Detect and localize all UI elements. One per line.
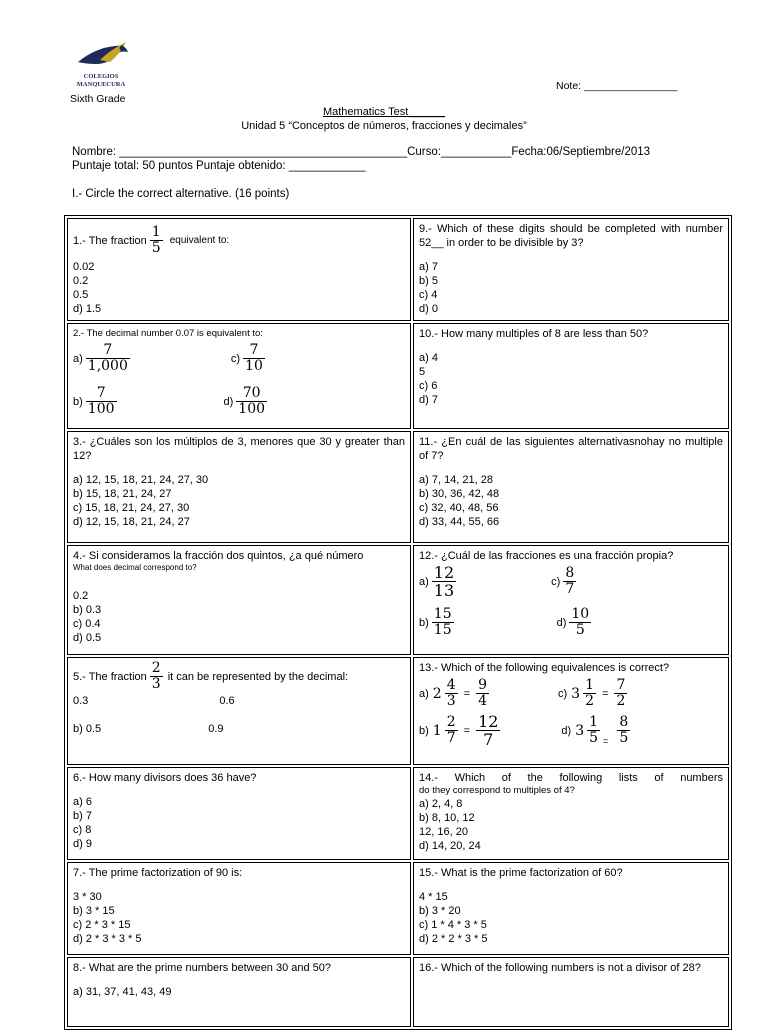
school-logo bbox=[70, 40, 132, 92]
option[interactable]: a) 7, 14, 21, 28 bbox=[419, 474, 493, 486]
option[interactable]: 0.5 bbox=[73, 289, 89, 301]
option[interactable]: c) 8 bbox=[73, 824, 92, 836]
option[interactable]: a) bbox=[73, 352, 83, 365]
option[interactable]: a) bbox=[419, 575, 429, 588]
option[interactable]: d) 14, 20, 24 bbox=[419, 840, 481, 852]
option[interactable]: b) bbox=[73, 395, 83, 408]
question-2: 2.- The decimal number 0.07 is equivalent to: a) $\frac{7}{1,000}$ c) $\frac{7}{10}$ b) $\frac{7}{100}$ d) $\frac{70}{100}$ bbox=[67, 323, 411, 429]
question-11: 11.- ¿En cuál de las siguientes alternativasnohay no multiple of 7? a) 7, 14, 21, 28 b) 30, 36, 42, 48 c) 32, 40, 48, 56 d) 33, 44, 55, 66 bbox=[413, 431, 729, 543]
option[interactable]: 0.02 bbox=[73, 261, 95, 273]
option[interactable]: c) 4 bbox=[419, 289, 438, 301]
option[interactable]: b) 15, 18, 21, 24, 27 bbox=[73, 488, 172, 500]
option[interactable]: d) bbox=[561, 724, 572, 737]
page-subtitle: Unidad 5 “Conceptos de números, fracciones y decimales” bbox=[241, 120, 527, 132]
option[interactable]: d) 9 bbox=[73, 838, 92, 850]
svg-text:MANQUECURA: MANQUECURA bbox=[76, 81, 126, 88]
questions-table bbox=[64, 215, 732, 1030]
option[interactable]: b) bbox=[419, 724, 429, 737]
fraction: $\frac{70}{100}$ bbox=[238, 385, 266, 417]
option[interactable]: a) bbox=[419, 687, 429, 700]
option[interactable]: c) 0.4 bbox=[73, 618, 101, 630]
grade-label: Sixth Grade bbox=[70, 93, 126, 105]
option[interactable]: 3 * 30 bbox=[73, 891, 102, 903]
fraction: $\frac{2}{3}$ bbox=[151, 660, 161, 692]
option[interactable]: d) 2 * 3 * 3 * 5 bbox=[73, 933, 142, 945]
option[interactable]: 0.2 bbox=[73, 590, 89, 602]
option[interactable]: d) 33, 44, 55, 66 bbox=[419, 516, 500, 528]
fraction: $\frac{7}{100}$ bbox=[87, 385, 115, 417]
option[interactable]: 0.3 bbox=[73, 695, 89, 707]
option[interactable]: 0.9 bbox=[208, 723, 224, 735]
question-4: 4.- Si consideramos la fracción dos quintos, ¿a qué número What does decimal correspond to? 0.2 b) 0.3 c) 0.4 d) 0.5 bbox=[67, 545, 411, 655]
option[interactable]: b) 30, 36, 42, 48 bbox=[419, 488, 500, 500]
option[interactable]: c) bbox=[230, 352, 241, 365]
option[interactable]: d) 1.5 bbox=[73, 303, 102, 315]
option[interactable]: c) 6 bbox=[419, 380, 438, 392]
question-10: 10.- How many multiples of 8 are less than 50? a) 4 5 c) 6 d) 7 bbox=[413, 323, 729, 429]
name-course-date-line: Nombre: _____________________________________________Curso:___________Fecha:06/Septiembre/2013 bbox=[72, 146, 651, 158]
question-9: 9.- Which of these digits should be completed with number 52__ in order to be divisible by 3? a) 7 b) 5 c) 4 d) 0 bbox=[413, 218, 729, 321]
option[interactable]: d) bbox=[223, 395, 234, 408]
option[interactable]: 0.2 bbox=[73, 275, 89, 287]
option[interactable]: a) 12, 15, 18, 21, 24, 27, 30 bbox=[73, 474, 209, 486]
option[interactable]: a) 31, 37, 41, 43, 49 bbox=[73, 986, 172, 998]
option[interactable]: 4 * 15 bbox=[419, 891, 448, 903]
question-5: 5.- The fraction $\frac{2}{3}$ it can be represented by the decimal: 0.3 0.6 b) 0.5 0.9 bbox=[67, 657, 411, 765]
option[interactable]: c) 2 * 3 * 15 bbox=[73, 919, 131, 931]
option[interactable]: b) 0.5 bbox=[73, 723, 102, 735]
option[interactable]: b) bbox=[419, 616, 429, 629]
question-8: 8.- What are the prime numbers between 30 and 50? a) 31, 37, 41, 43, 49 bbox=[67, 957, 411, 1027]
option[interactable]: a) 4 bbox=[419, 352, 438, 364]
option[interactable]: a) 2, 4, 8 bbox=[419, 798, 463, 810]
fraction: $\frac{15}{15}$ bbox=[433, 606, 452, 638]
option[interactable]: a) 7 bbox=[419, 261, 438, 273]
score-line: Puntaje total: 50 puntos Puntaje obtenido: ____________ bbox=[72, 160, 366, 172]
option[interactable]: d) 7 bbox=[419, 394, 438, 406]
option[interactable]: c) bbox=[557, 687, 568, 700]
option[interactable]: d) bbox=[556, 616, 567, 629]
question-12: 12.- ¿Cuál de las fracciones es una fracción propia? a) $\frac{12}{13}$ c) $\frac{8}{7}$ b) $\frac{15}{15}$ d) $\frac{10}{5}$ bbox=[413, 545, 729, 655]
option[interactable]: d) 0.5 bbox=[73, 632, 102, 644]
note-field: Note: ________________ bbox=[556, 80, 678, 92]
svg-text:COLEGIOS: COLEGIOS bbox=[83, 73, 119, 80]
option[interactable]: 0.6 bbox=[219, 695, 235, 707]
option[interactable]: c) 15, 18, 21, 24, 27, 30 bbox=[73, 502, 190, 514]
option[interactable]: b) 5 bbox=[419, 275, 438, 287]
question-15: 15.- What is the prime factorization of 60? 4 * 15 b) 3 * 20 c) 1 * 4 * 3 * 5 d) 2 * 2 * 3 * 5 bbox=[413, 862, 729, 955]
question-1: 1.- The fraction $\frac{1}{5}$ equivalent to: 0.02 0.2 0.5 d) 1.5 bbox=[67, 218, 411, 321]
fraction: $\frac{8}{7}$ bbox=[565, 565, 575, 597]
option[interactable]: a) 6 bbox=[73, 796, 92, 808]
section-instructions: I.- Circle the correct alternative. (16 points) bbox=[72, 188, 290, 200]
option[interactable]: b) 8, 10, 12 bbox=[419, 812, 475, 824]
question-3: 3.- ¿Cuáles son los múltiplos de 3, menores que 30 y greater than 12? a) 12, 15, 18, 21, 24, 27, 30 b) 15, 18, 21, 24, 27 c) 15, 18, 21, 24, 27, 30 d) 12, 15, 18, 21, 24, 27 bbox=[67, 431, 411, 543]
option[interactable]: 12, 16, 20 bbox=[419, 826, 468, 838]
option[interactable]: b) 7 bbox=[73, 810, 92, 822]
option[interactable]: c) bbox=[551, 575, 561, 588]
fraction: $\frac{7}{1,000}$ bbox=[87, 342, 128, 374]
option[interactable]: c) 1 * 4 * 3 * 5 bbox=[419, 919, 487, 931]
question-14: 14.- Which of the following lists of numbers do they correspond to multiples of 4? a) 2, 4, 8 b) 8, 10, 12 12, 16, 20 d) 14, 20, 24 bbox=[413, 767, 729, 860]
option[interactable]: c) 32, 40, 48, 56 bbox=[419, 502, 499, 514]
option[interactable]: d) 2 * 2 * 3 * 5 bbox=[419, 933, 488, 945]
option[interactable]: b) 3 * 15 bbox=[73, 905, 115, 917]
fraction: $\frac{10}{5}$ bbox=[571, 606, 590, 638]
fraction: $\frac{12}{13}$ bbox=[433, 563, 455, 600]
question-7: 7.- The prime factorization of 90 is: 3 * 30 b) 3 * 15 c) 2 * 3 * 15 d) 2 * 3 * 3 * 5 bbox=[67, 862, 411, 955]
option[interactable]: d) 12, 15, 18, 21, 24, 27 bbox=[73, 516, 190, 528]
question-6: 6.- How many divisors does 36 have? a) 6 b) 7 c) 8 d) 9 bbox=[67, 767, 411, 860]
option[interactable]: b) 0.3 bbox=[73, 604, 102, 616]
fraction: $\frac{7}{10}$ bbox=[245, 342, 263, 374]
question-13: 13.- Which of the following equivalences is correct? a) 2 $\frac{4}{3}$ = $\frac{9}{4}$ c) 3 $\frac{1}{2}$ = $\frac{7}{2}$ b) 1 $\frac{2}{7}$ = $\frac{12}{7}$ d) 3 $\frac{1}{5}$ = $\frac{8}{5}$ bbox=[413, 657, 729, 765]
option[interactable]: d) 0 bbox=[419, 303, 438, 315]
page-title: Mathematics Test______ bbox=[322, 106, 446, 118]
option[interactable]: b) 3 * 20 bbox=[419, 905, 461, 917]
option[interactable]: 5 bbox=[419, 366, 426, 378]
question-16: 16.- Which of the following numbers is not a divisor of 28? bbox=[413, 957, 729, 1027]
